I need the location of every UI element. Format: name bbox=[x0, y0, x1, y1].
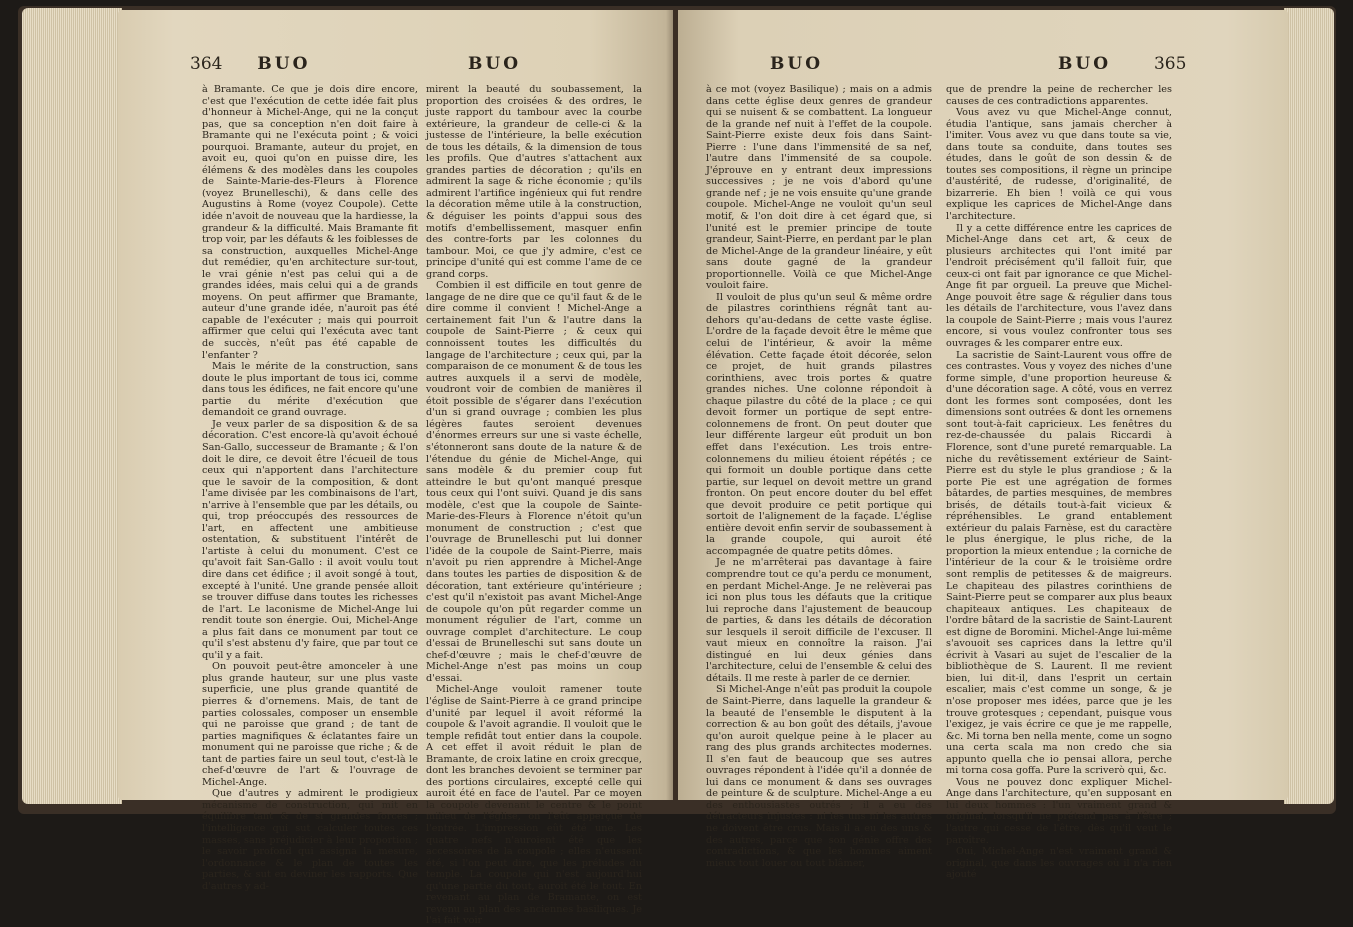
column-head: BUO bbox=[468, 54, 522, 74]
paragraph: Mais le mérite de la construction, sans doute le plus important de tous ici, comme dans tous les édifices, ne fait encore qu'une partie du mérite d'exécution que demandoit ce grand ouvrage. bbox=[202, 361, 418, 419]
running-head-title: BUO bbox=[257, 54, 311, 74]
paragraph: Oui, Michel-Ange n'est vraiment grand & original, que dans les ouvrages où il n'a rien ajouté bbox=[946, 846, 1172, 881]
paragraph: Il vouloit de plus qu'un seul & même ordre de pilastres corinthiens régnât tant au-dehors qu'au-dedans de cette vaste église. L'ordre de la façade devoit être le même que celui de l'intérieur, & avoir la même élévation. Cette façade étoit décorée, selon ce projet, de huit grands pilastres corinthiens, avec trois portes & quatre grandes niches. Une colonne répondoit à chaque pilastre du côté de la place ; ce qui devoit former un portique de sept entre-colonnemens de front. On peut douter que leur différente largeur eût produit un bon effet dans l'exécution. Les trois entre-colonnemens du milieu étoient répétés ; ce qui formoit un double portique dans cette partie, sur lequel on devoit mettre un grand fronton. On peut encore douter du bel effet que devoit produire ce petit portique qui sortoit de l'alignement de la façade. L'église entière devoit enfin servir de soubassement à la grande coupole, qui auroit été accompagnée de quatre petits dômes. bbox=[706, 291, 932, 557]
paragraph: Michel-Ange vouloit ramener toute l'église de Saint-Pierre à ce grand principe d'unité par lequel il avoit réformé la coupole & l'avoit agrandie. Il vouloit que le temple refidât tout entier dans la coupole. A cet effet il avoit réduit le plan de Bramante, de croix latine en croix grecque, dont les branches devoient se terminer par des portions circulaires, excepté celle qui auroit été en face de l'autel. Par ce moyen la coupole devenant le centre & le point milieu de l'église, on l'eût apperçue de l'entrée. L'impression eût été une. Les quatre nefs n'auroient été que les accessoires de la coupole ; elles n'eussent été, si l'on peut dire, que les préludes du temple. La coupole qui n'est aujourd'hui qu'une partie du tout, auroit été le tout. En revenant au plan de Bramante, on est revenu au plan des anciennes basiliques. Je l'ai fait voir bbox=[426, 684, 642, 927]
paragraph: Si Michel-Ange n'eût pas produit la coupole de Saint-Pierre, dans laquelle la grandeur & la beauté de l'ensemble le disputent à la correction & au bon goût des détails, j'avoue qu'on auroit quelque peine à le placer au rang des plus grands architectes modernes. Il s'en faut de beaucoup que ses autres ouvrages répondent à l'idée qu'il a donnée de lui dans ce monument & dans ses ouvrages de peinture & de sculpture. Michel-Ange a eu des enthousiastes outrés ; il a eu des détracteurs injustes : ni les uns ni les autres ne doivent être crus. Mais il a eu des uns & des autres, parce que son génie offre des contradictions, & que les hommes aiment mieux tout louer ou tout blâmer, bbox=[706, 684, 932, 869]
right-running-head: BUO bbox=[770, 54, 824, 74]
right-running-head-2 bbox=[1058, 54, 1186, 74]
paragraph: Vous ne pouvez donc expliquer Michel-Ange dans l'architecture, qu'en supposant en lui deux hommes : l'un vraiment grand & original, lorsqu'il ne prétend pas à l'être ; l'autre qui cesse de l'être, dès qu'il veut le paroître. bbox=[946, 776, 1172, 846]
right-page bbox=[678, 10, 1288, 881]
paragraph: Combien il est difficile en tout genre de langage de ne dire que ce qu'il faut & de le dire comme il convient ! Michel-Ange a certainement fait l'un & l'autre dans la coupole de Saint-Pierre ; & ceux qui connoissent toutes les difficultés du langage de l'architecture ; ceux qui, par la comparaison de ce monument & de tous les autres auxquels il a servi de modèle, voudront voir de combien de manières il étoit possible de s'égarer dans l'exécution d'un si grand ouvrage ; combien les plus légères fautes seroient devenues d'énormes erreurs sur une si vaste échelle, s'étonneront sans doute de la nature & de l'étendue du génie de Michel-Ange, qui sans modèle & du premier coup fut atteindre le but qu'ont manqué presque tous ceux qui l'ont suivi. Quand je dis sans modèle, c'est que la coupole de Sainte-Marie-des-Fleurs à Florence n'étoit qu'un monument de construction ; c'est que l'ouvrage de Brunelleschi put lui donner l'idée de la coupole de Saint-Pierre, mais n'avoit pu rien apprendre à Michel-Ange dans toutes les parties de disposition & de décoration, tant extérieure qu'intérieure ; c'est qu'il n'existoit pas avant Michel-Ange de coupole qu'on pût regarder comme un monument régulier de l'art, comme un ouvrage complet d'architecture. Le coup d'essai de Brunelleschi sut sans doute un chef-d'œuvre ; mais le chef-d'œuvre de Michel-Ange n'est pas moins un coup d'essai. bbox=[426, 280, 642, 684]
paragraph: La sacristie de Saint-Laurent vous offre de ces contrastes. Vous y voyez des niches d'une forme simple, d'une proportion heureuse & d'une décoration sage. A côté, vous en verrez dont les formes sont composées, dont les dimensions sont outrées & dont les ornemens sont tout-à-fait capricieux. Les fenêtres du rez-de-chaussée du palais Riccardi à Florence, sont d'une pureté remarquable. La niche du revêtissement extérieur de Saint-Pierre est du style le plus grandiose ; & la porte Pie est une agrégation de formes bâtardes, de parties mesquines, de membres brisés, de détails tout-à-fait vicieux & répréhensibles. Le grand entablement extérieur du palais Farnèse, est du caractère le plus énergique, le plus riche, de la proportion la mieux entendue ; la corniche de l'intérieur de la cour & le troisième ordre sont remplis de petitesses & de maigreurs. Le chapiteau des pilastres corinthiens de Saint-Pierre peut se comparer aux plus beaux chapiteaux antiques. Les chapiteaux de l'ordre bâtard de la sacristie de Saint-Laurent est digne de Boromini. Michel-Ange lui-même s'avouoit ses caprices dans la lettre qu'il écrivit à Vasari au sujet de l'escalier de la bibliothèque de S. Laurent. Il me revient bien, lui dit-il, dans l'esprit un certain escalier, mais c'est comme un songe, & je n'ose proposer mes idées, parce que je les trouve grotesques ; cependant, puisque vous l'exigez, je vais écrire ce que je me rappelle, &c. Mi torna ben nella mente, come un sogno una certa scala ma non credo che sia appunto quella che io pensai allora, perche mi torna cosa goffa. Pure la scriverò qui, &c. bbox=[946, 349, 1172, 777]
paragraph: On pouvoit peut-être amonceler à une plus grande hauteur, sur une plus vaste superficie, une plus grande quantité de pierres & d'ornemens. Mais, de tant de parties colossales, composer un ensemble qui ne paroisse que grand ; de tant de parties magnifiques & éclatantes faire un monument qui ne paroisse que riche ; & de tant de parties faire un seul tout, c'est-là le chef-d'œuvre de l'art & l'ouvrage de Michel-Ange. bbox=[202, 661, 418, 788]
right-column-1 bbox=[706, 84, 932, 869]
running-head-title: BUO bbox=[1058, 54, 1112, 74]
right-page-edges bbox=[1284, 8, 1334, 804]
paragraph: que de prendre la peine de rechercher les causes de ces contradictions apparentes. bbox=[946, 84, 1172, 107]
paragraph: à ce mot (voyez Basilique) ; mais on a admis dans cette église deux genres de grandeur qui se nuisent & se combattent. La longueur de la grande nef nuit à l'effet de la coupole. Saint-Pierre existe deux fois dans Saint-Pierre : l'une dans l'immensité de sa nef, l'autre dans l'immensité de sa coupole. J'éprouve en y entrant deux impressions successives ; je ne vois d'abord qu'une grande nef ; je ne vois ensuite qu'une grande coupole. Michel-Ange ne vouloit qu'un seul motif, & l'on doit dire à cet égard que, si l'unité est le premier principe de toute grandeur, Saint-Pierre, en perdant par le plan de Michel-Ange de la grandeur linéaire, y eût sans doute gagné de la grandeur proportionnelle. Voilà ce que Michel-Ange vouloit faire. bbox=[706, 84, 932, 292]
paragraph: Vous avez vu que Michel-Ange connut, étudia l'antique, sans jamais chercher à l'imiter. Vous avez vu que dans toute sa vie, dans toute sa conduite, dans toutes ses études, dans le goût de son dessin & de toutes ses compositions, il règne un principe d'austérité, de rudesse, d'originalité, de bizarrerie. Eh bien ! voilà ce qui vous explique les caprices de Michel-Ange dans l'architecture. bbox=[946, 107, 1172, 223]
paragraph: Je ne m'arrêterai pas davantage à faire comprendre tout ce qu'a perdu ce monument, en perdant Michel-Ange. Je ne relèverai pas ici non plus tous les défauts que la critique lui reproche dans l'ajustement de beaucoup de parties, & dans les détails de décoration sur lesquels il seroit difficile de l'excuser. Il vaut mieux en connoître la raison. J'ai distingué en lui deux génies dans l'architecture, celui de l'ensemble & celui des détails. Il me reste à parler de ce dernier. bbox=[706, 557, 932, 684]
left-page bbox=[118, 10, 673, 927]
left-column-1 bbox=[202, 84, 418, 892]
paragraph: à Bramante. Ce que je dois dire encore, c'est que l'exécution de cette idée fait plus d'honneur à Michel-Ange, qui ne la conçut pas, que sa conception n'en doit faire à Bramante qui ne l'exécuta point ; & voici pourquoi. Bramante, auteur du projet, en avoit eu, quoi qu'on en puisse dire, les élémens & des modèles dans les coupoles de Sainte-Marie-des-Fleurs à Florence (voyez Brunelleschi), & dans celle des Augustins à Rome (voyez Coupole). Cette idée n'avoit de nouveau que la hardiesse, la grandeur & la difficulté. Mais Bramante fit trop voir, par les défauts & les foiblesses de sa construction, auxquelles Michel-Ange dut remédier, qu'en architecture sur-tout, le vrai génie n'est pas celui qui a de grandes idées, mais celui qui a de grands moyens. On peut affirmer que Bramante, auteur d'une grande idée, n'auroit pas été capable de l'exécuter ; mais qui pourroit affirmer que celui qui l'exécuta avec tant de succès, n'eût pas été capable de l'enfanter ? bbox=[202, 84, 418, 361]
paragraph: Je veux parler de sa disposition & de sa décoration. C'est encore-là qu'avoit échoué San-Gallo, successeur de Bramante ; & l'on doit le dire, ce devoit être l'écueil de tous ceux qui n'apportent dans l'architecture que le savoir de la composition, & dont l'ame divisée par les combinaisons de l'art, n'arrive à l'ensemble que par les détails, ou qui, trop préoccupés des ressources de l'art, en affectent une ambitieuse ostentation, & substituent l'intérêt de l'artiste à celui du monument. C'est ce qu'avoit fait San-Gallo : il avoit voulu tout dire dans cet édifice ; il avoit songé à tout, excepté à l'unité. Une grande pensée alloit se trouver diffuse dans toutes les richesses de l'art. Le laconisme de Michel-Ange lui rendit toute son énergie. Oui, Michel-Ange a plus fait dans ce monument par tout ce qu'il s'est abstenu d'y faire, que par tout ce qu'il y a fait. bbox=[202, 418, 418, 661]
right-column-2 bbox=[946, 84, 1172, 881]
paragraph: Il y a cette différence entre les caprices de Michel-Ange dans cet art, & ceux de plusieurs architectes qui l'ont imité par l'endroit précisément qu'il falloit fuir, que ceux-ci ont fait par ignorance ce que Michel-Ange fit par orgueil. La preuve que Michel-Ange pouvoit être sage & régulier dans tous les détails de l'architecture, vous l'avez dans la coupole de Saint-Pierre ; mais vous l'aurez encore, si vous voulez confronter tous ses ouvrages & les comparer entre eux. bbox=[946, 222, 1172, 350]
left-page-edges bbox=[22, 8, 122, 804]
left-running-head bbox=[190, 54, 310, 74]
page-number: 365 bbox=[1153, 54, 1187, 74]
left-column-2 bbox=[426, 84, 642, 927]
paragraph: Que d'autres y admirent le prodigieux mécanisme de construction, qui mit en équilibre tant & de si grandes forces ; l'intelligence qui sut calculer toutes ces masses, sans préjudicier à leur proportion ; le savoir profond qui assigna la mesure, l'ordonnance & le plan de toutes les parties, & sut en deviner les rapports. Que d'autres y ad- bbox=[202, 788, 418, 892]
page-number: 364 bbox=[190, 54, 223, 74]
paragraph: mirent la beauté du soubassement, la proportion des croisées & des ordres, le juste rapport du tambour avec la courbe extérieure, la grandeur de celle-ci & la justesse de l'intérieure, la belle exécution de tous les détails, & la dimension de tous les profils. Que d'autres s'attachent aux grandes parties de décoration ; qu'ils en admirent la sage & riche économie ; qu'ils admirent l'artifice ingénieux qui fut rendre la décoration même utile à la construction, & déguiser les points d'appui sous des motifs d'embellissement, masquer enfin des contre-forts par les colonnes du tambour. Moi, ce que j'y admire, c'est ce principe d'unité qui est comme l'ame de ce grand corps. bbox=[426, 84, 642, 280]
